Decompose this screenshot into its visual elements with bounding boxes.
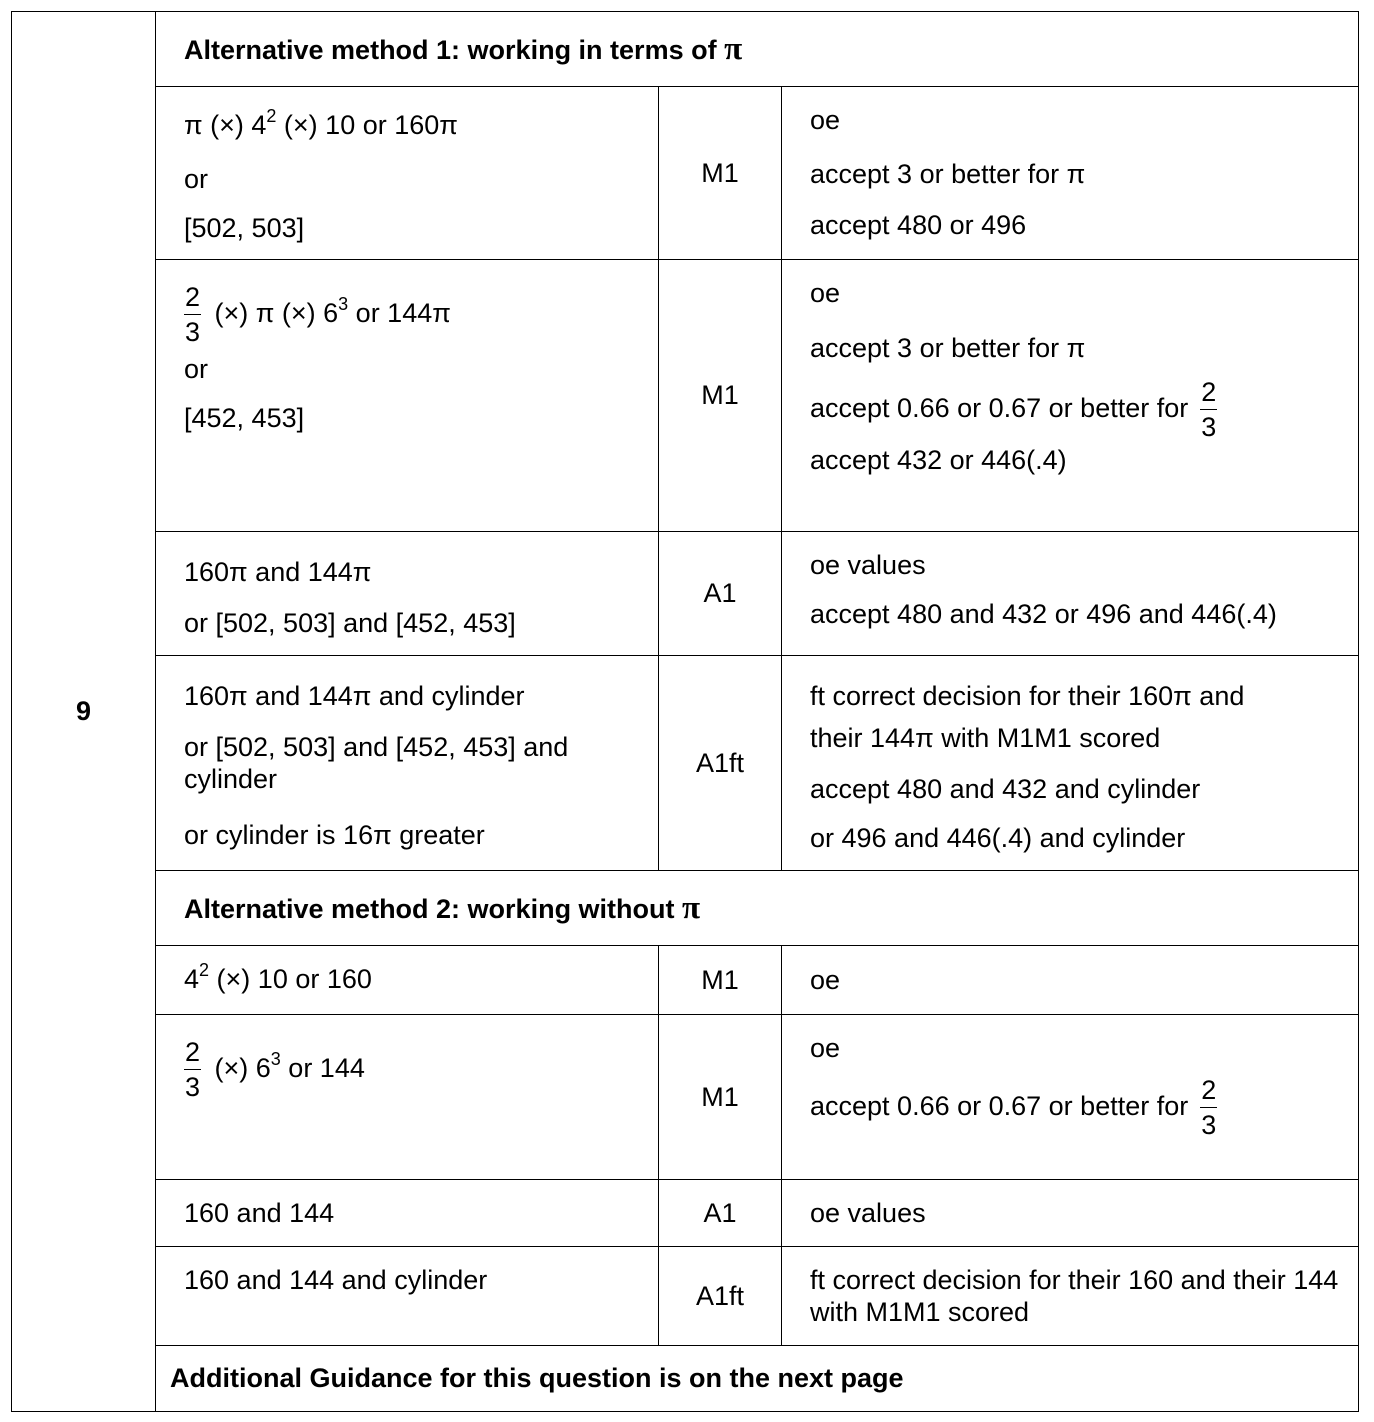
m2-row2-work-sup: 3 bbox=[270, 1049, 281, 1069]
m1-row3-comment-1: oe values bbox=[810, 550, 926, 580]
m2-row3-work-1: 160 and 144 bbox=[184, 1198, 335, 1228]
m1-row3-comments bbox=[782, 532, 1359, 656]
method2-header bbox=[156, 871, 1359, 946]
m1-row2-work-sup: 3 bbox=[338, 294, 349, 314]
m2-row2-mark: M1 bbox=[659, 1015, 782, 1180]
m2-row4-mark: A1ft bbox=[659, 1247, 782, 1346]
method1-header-text: Alternative method 1: working in terms of bbox=[184, 34, 717, 65]
m1-row2-work-range: [452, 453] bbox=[184, 403, 305, 433]
m1-row1-comment-3: accept 480 or 496 bbox=[810, 210, 1027, 240]
m1-row3-mark: A1 bbox=[659, 532, 782, 656]
m1-row1-working bbox=[156, 87, 659, 260]
m1-row2-comment-1: oe bbox=[810, 278, 841, 308]
m1-row2-mark: M1 bbox=[659, 260, 782, 532]
method1-header bbox=[156, 12, 1359, 87]
m1-row4-comments bbox=[782, 656, 1359, 871]
m2-row4-work-1: 160 and 144 and cylinder bbox=[184, 1265, 488, 1295]
m2-row1-comment-1: oe bbox=[810, 965, 841, 995]
m2-row1-work-base: 4 bbox=[184, 963, 200, 994]
m2-row2-comment-1: oe bbox=[810, 1033, 841, 1063]
m1-row3-working bbox=[156, 532, 659, 656]
m1-row2-work-a: (×) π (×) 6 bbox=[207, 298, 339, 328]
m1-row1-work-range: [502, 503] bbox=[184, 213, 305, 243]
m1-row1-comment-1: oe bbox=[810, 105, 841, 135]
m1-row1-comments bbox=[782, 87, 1359, 260]
m1-row3-work-1: 160π and 144π bbox=[184, 557, 372, 587]
m1-row2-comment-4: accept 432 or 446(.4) bbox=[810, 445, 1067, 475]
m2-row2-comment-2: accept 0.66 or 0.67 or better for bbox=[810, 1091, 1189, 1121]
m1-row2-comments bbox=[782, 260, 1359, 532]
m2-row4-working bbox=[156, 1247, 659, 1346]
m1-row2-work-b: or 144π bbox=[348, 298, 451, 328]
m2-row2-working bbox=[156, 1015, 659, 1180]
m1-row4-work-3: or cylinder is 16π greater bbox=[184, 820, 485, 850]
m1-row3-work-2: or [502, 503] and [452, 453] bbox=[184, 608, 516, 638]
m1-row4-comment-3: accept 480 and 432 and cylinder bbox=[810, 774, 1201, 804]
m2-row1-comments bbox=[782, 946, 1359, 1015]
m2-row2-work-b: or 144 bbox=[280, 1053, 365, 1083]
method2-header-text: Alternative method 2: working without bbox=[184, 893, 675, 924]
m2-row2-comments bbox=[782, 1015, 1359, 1180]
m1-row1-comment-2: accept 3 or better for π bbox=[810, 159, 1086, 189]
question-number: 9 bbox=[12, 12, 156, 1412]
m2-row4-comment-1: ft correct decision for their 160 and their 144 with M1M1 scored bbox=[810, 1265, 1339, 1327]
m2-row3-comment-1: oe values bbox=[810, 1198, 926, 1228]
m1-row1-work-b: (×) 10 or 160π bbox=[276, 110, 458, 140]
m2-row2-fraction: $\frac{2}{3}$ bbox=[184, 1037, 201, 1103]
m2-row3-comments bbox=[782, 1180, 1359, 1247]
m1-row4-comment-2: their 144π with M1M1 scored bbox=[810, 723, 1161, 753]
m1-row3-comment-2: accept 480 and 432 or 496 and 446(.4) bbox=[810, 599, 1277, 629]
method2-header-pi-symbol: π bbox=[682, 889, 701, 926]
m1-row2-comment-fraction: $\frac{2}{3}$ bbox=[1201, 377, 1217, 443]
m1-row4-mark: A1ft bbox=[659, 656, 782, 871]
m1-row2-comment-3: accept 0.66 or 0.67 or better for bbox=[810, 393, 1189, 423]
m1-row1-work-sup: 2 bbox=[266, 106, 277, 126]
m1-row4-comment-1: ft correct decision for their 160π and bbox=[810, 681, 1245, 711]
m1-row1-work-a: π (×) 4 bbox=[184, 110, 267, 140]
m1-row2-comment-2: accept 3 or better for π bbox=[810, 333, 1086, 363]
m1-row1-work-or: or bbox=[184, 164, 209, 194]
m2-row3-working bbox=[156, 1180, 659, 1247]
m1-row2-working bbox=[156, 260, 659, 532]
m2-row4-comments bbox=[782, 1247, 1359, 1346]
additional-guidance-note: Additional Guidance for this question is on the next page bbox=[156, 1346, 1359, 1412]
m2-row3-mark: A1 bbox=[659, 1180, 782, 1247]
m2-row1-work-sup: 2 bbox=[199, 959, 210, 980]
method1-header-pi-symbol: π bbox=[724, 30, 743, 67]
m1-row2-fraction: $\frac{2}{3}$ bbox=[184, 282, 201, 348]
m2-row2-comment-fraction: $\frac{2}{3}$ bbox=[1201, 1075, 1217, 1141]
m1-row2-work-or: or bbox=[184, 354, 209, 384]
m1-row1-mark: M1 bbox=[659, 87, 782, 260]
m2-row2-work-a: (×) 6 bbox=[207, 1053, 271, 1083]
m2-row1-mark: M1 bbox=[659, 946, 782, 1015]
m1-row4-working bbox=[156, 656, 659, 871]
m1-row4-work-1: 160π and 144π and cylinder bbox=[184, 681, 525, 711]
m2-row1-working bbox=[156, 946, 659, 1015]
mark-scheme-table bbox=[11, 11, 1359, 1412]
m1-row4-comment-4: or 496 and 446(.4) and cylinder bbox=[810, 823, 1186, 853]
m1-row4-work-2: or [502, 503] and [452, 453] and cylinder bbox=[184, 732, 569, 794]
m2-row1-work-b: (×) 10 or 160 bbox=[209, 963, 372, 994]
